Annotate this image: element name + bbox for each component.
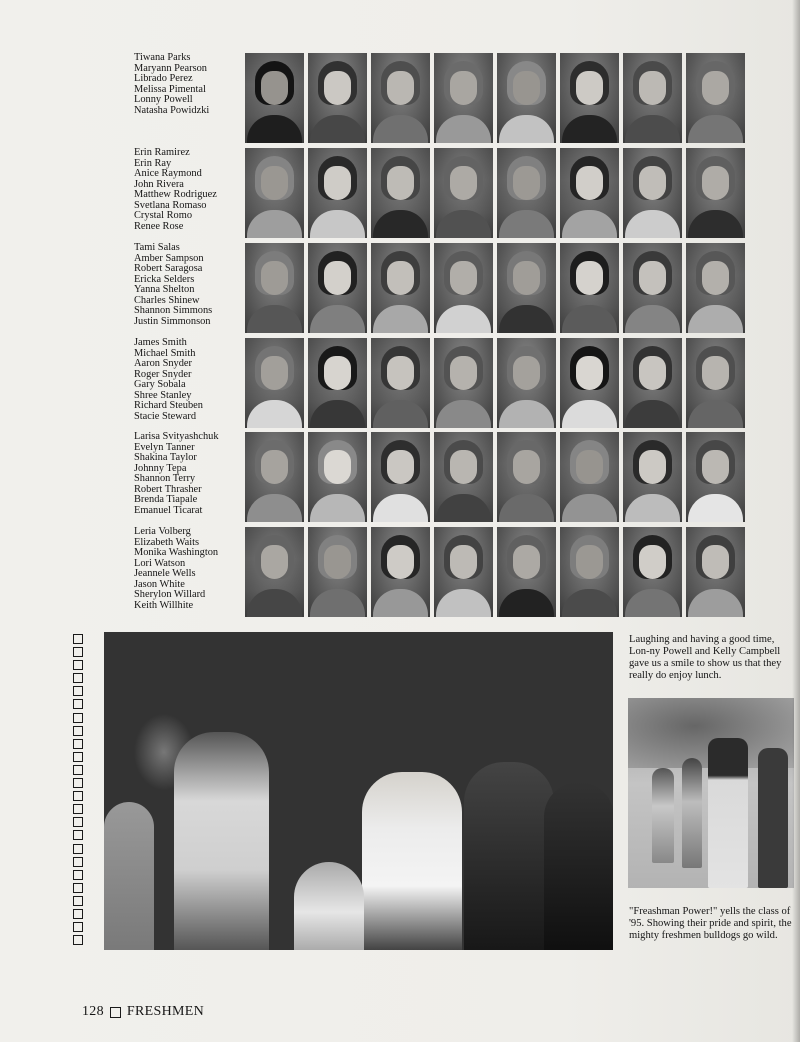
student-name: Matthew Rodriguez [134,189,217,201]
page-footer [82,1004,204,1020]
student-name: Larisa Svityashchuk [134,431,219,442]
portrait-face [387,450,414,484]
student-portrait [371,53,430,143]
student-portrait [686,338,745,428]
student-name: Leria Volberg [134,526,191,537]
student-name: Brenda Tiapale [134,494,198,506]
student-name: Robert Thrasher [134,483,202,495]
student-portrait [371,338,430,428]
name-list-row-1 [134,53,244,116]
decorative-square-icon [73,909,83,919]
portrait-face [450,450,477,484]
student-portrait [497,527,556,617]
student-name: Amber Sampson [134,252,204,264]
student-name: Monika Washington [134,547,219,559]
portrait-face [639,545,666,579]
section-title: FRESHMEN [126,1004,204,1019]
decorative-square-icon [73,935,83,945]
student-name: Maryann Pearson [134,62,208,74]
student-name: Tami Salas [134,242,180,253]
student-portrait [623,432,682,522]
portrait-face [261,545,288,579]
student-name: Richard Steuben [134,400,203,412]
portrait-face [576,261,603,295]
decorative-square-icon [73,791,83,801]
student-name: Jeannele Wells [134,568,196,580]
student-portrait [623,148,682,238]
student-portrait [434,527,493,617]
student-portrait [686,148,745,238]
portrait-face [639,71,666,105]
decorative-square-icon [73,686,83,696]
student-portrait [623,53,682,143]
student-name: Melissa Pimental [134,83,206,95]
group-photo-figure [362,772,462,950]
student-portrait [497,338,556,428]
student-portrait [497,243,556,333]
portrait-face [324,545,351,579]
student-name: Elizabeth Waits [134,536,200,548]
portrait-face [387,71,414,105]
student-portrait [686,527,745,617]
decorative-square-icon [73,844,83,854]
student-portrait [371,243,430,333]
student-name: Shree Stanley [134,389,192,401]
student-portrait [623,338,682,428]
name-list-row-2 [134,148,244,232]
student-name: Erin Ray [134,157,172,169]
student-portrait [371,148,430,238]
portrait-face [513,356,540,390]
portrait-face [702,545,729,579]
student-portrait [560,527,619,617]
student-name: Keith Willhite [134,599,194,611]
portrait-face [513,166,540,200]
student-portrait [245,432,304,522]
decorative-square-icon [73,726,83,736]
student-name: Lori Watson [134,557,186,569]
portrait-face [387,356,414,390]
decorative-square-icon [73,857,83,867]
student-name: Evelyn Tanner [134,441,195,453]
portrait-face [261,71,288,105]
portrait-face [261,166,288,200]
student-name: Yanna Shelton [134,284,195,296]
portrait-face [450,261,477,295]
name-list-row-6 [134,527,244,611]
student-portrait [623,243,682,333]
student-portrait [686,243,745,333]
student-portrait [560,148,619,238]
student-name: Jason White [134,578,185,590]
student-portrait [308,148,367,238]
student-portrait [560,243,619,333]
student-portrait [371,527,430,617]
student-name: John Rivera [134,178,184,190]
student-portrait [245,148,304,238]
student-name: Charles Shinew [134,294,200,306]
decorative-square-icon [73,713,83,723]
portrait-face [324,71,351,105]
student-portrait [686,432,745,522]
student-portrait [560,53,619,143]
student-name: Svetlana Romaso [134,199,207,211]
student-portrait [434,243,493,333]
student-portrait [371,432,430,522]
portrait-face [450,166,477,200]
portrait-face [450,71,477,105]
name-list-row-5 [134,432,244,516]
student-name: Robert Saragosa [134,263,203,275]
student-portrait [308,432,367,522]
group-photo-figure [104,802,154,950]
portrait-face [450,356,477,390]
student-portrait [497,148,556,238]
group-photo-figure [174,732,269,950]
page-number: 128 [82,1004,104,1019]
portrait-face [387,545,414,579]
portrait-face [513,71,540,105]
decorative-square-icon [73,765,83,775]
group-photo-figure [464,762,554,950]
portrait-face [513,545,540,579]
student-name: Natasha Powidzki [134,104,210,116]
student-portrait [686,53,745,143]
portrait-face [387,166,414,200]
portrait-face [576,166,603,200]
student-portrait [245,243,304,333]
portrait-face [513,450,540,484]
student-portrait [497,432,556,522]
student-name: Aaron Snyder [134,358,193,370]
decorative-square-icon [73,883,83,893]
student-name: Librado Perez [134,73,193,85]
student-portrait [560,338,619,428]
decorative-square-icon [73,752,83,762]
photo-figure [758,748,788,888]
footer-square-icon [110,1007,121,1018]
group-photo-figure [294,862,364,950]
student-name: Johnny Tepa [134,462,187,474]
portrait-face [639,356,666,390]
student-name: Roger Snyder [134,368,192,380]
student-portrait [308,53,367,143]
portrait-face [702,450,729,484]
decorative-square-icon [73,870,83,880]
portrait-face [576,545,603,579]
student-portrait [308,527,367,617]
student-portrait [434,432,493,522]
student-name: Anice Raymond [134,168,202,180]
decorative-square-icon [73,739,83,749]
photo-figure [682,758,702,868]
name-list-row-3 [134,243,244,327]
student-name: Emanuel Ticarat [134,504,203,516]
portrait-face [450,545,477,579]
portrait-face [513,261,540,295]
portrait-face [324,450,351,484]
portrait-face [702,71,729,105]
student-name: Stacie Steward [134,410,197,422]
decorative-square-icon [73,634,83,644]
student-portrait [245,53,304,143]
decorative-square-column [73,634,87,948]
student-name: Crystal Romo [134,210,193,222]
student-portrait [434,148,493,238]
photo-caption-top: Laughing and having a good time, Lon-ny Powell and Kelly Campbell gave us a smile to show us that they really do enjoy lunch. [629,634,782,681]
decorative-square-icon [73,647,83,657]
decorative-square-icon [73,896,83,906]
student-name: Erin Ramirez [134,147,190,158]
student-portrait [245,527,304,617]
portrait-face [324,261,351,295]
student-portrait [560,432,619,522]
student-portrait [245,338,304,428]
portrait-face [702,261,729,295]
student-name: Ericka Selders [134,273,195,285]
decorative-square-icon [73,804,83,814]
photo-figure [652,768,674,863]
decorative-square-icon [73,778,83,788]
student-name: Tiwana Parks [134,52,191,63]
portrait-face [702,166,729,200]
decorative-square-icon [73,673,83,683]
student-name: Justin Simmonson [134,315,211,327]
portrait-face [576,71,603,105]
portrait-face [261,450,288,484]
student-portrait [497,53,556,143]
student-name: Michael Smith [134,347,196,359]
portrait-face [324,166,351,200]
student-name: Gary Sobala [134,379,186,391]
student-name: Sherylon Willard [134,589,206,601]
photo-figure [708,738,748,888]
student-portrait [308,338,367,428]
decorative-square-icon [73,660,83,670]
portrait-face [639,166,666,200]
student-portrait [308,243,367,333]
portrait-face [261,356,288,390]
decorative-square-icon [73,830,83,840]
student-portrait [623,527,682,617]
portrait-face [576,450,603,484]
student-portrait [434,53,493,143]
student-name: Shakina Taylor [134,452,197,464]
freshman-power-photo [628,698,794,888]
student-name: Lonny Powell [134,94,193,106]
decorative-square-icon [73,699,83,709]
student-name: Shannon Simmons [134,305,213,317]
student-name: Renee Rose [134,220,184,232]
portrait-face [324,356,351,390]
photo-caption-bottom: "Freashman Power!" yells the class of '95. Showing their pride and spirit, the mighty freshmen bulldogs go wild. [629,906,792,941]
decorative-square-icon [73,817,83,827]
portrait-face [387,261,414,295]
page-edge-shadow [792,0,800,1042]
portrait-face [639,450,666,484]
group-photo [104,632,613,950]
portrait-face [576,356,603,390]
name-list-row-4 [134,338,244,422]
portrait-face [702,356,729,390]
portrait-face [261,261,288,295]
decorative-square-icon [73,922,83,932]
group-photo-figure [544,782,613,950]
portrait-face [639,261,666,295]
student-name: Shannon Terry [134,473,196,485]
student-portrait [434,338,493,428]
student-name: James Smith [134,337,187,348]
